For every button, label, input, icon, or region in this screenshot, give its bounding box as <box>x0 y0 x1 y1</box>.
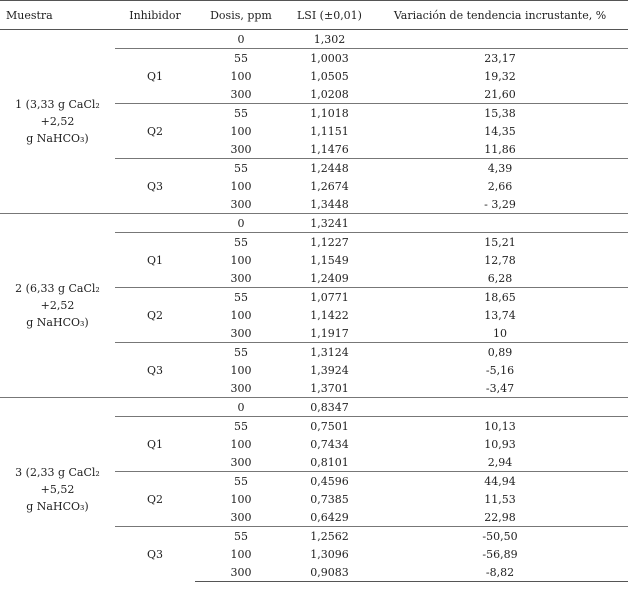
lsi-cell: 0,7385 <box>310 492 349 506</box>
dose-cell: 300 <box>230 381 252 395</box>
variation-cell: - 3,29 <box>484 197 516 211</box>
lsi-cell: 1,2562 <box>287 527 372 546</box>
variation-cell: -50,50 <box>372 527 628 546</box>
sample-label-line2: g NaHCO₃) <box>26 132 89 145</box>
lsi-cell: 1,2674 <box>310 179 349 193</box>
lsi-cell: 1,1917 <box>310 326 349 340</box>
variation-cell: -56,89 <box>482 547 518 561</box>
dose-cell: 55 <box>195 288 287 307</box>
dose-cell: 55 <box>195 472 287 491</box>
variation-cell: -3,47 <box>485 381 515 395</box>
sample-label <box>0 30 115 214</box>
variation-cell: 12,78 <box>484 253 516 267</box>
lsi-cell: 1,3096 <box>310 547 349 561</box>
lsi-cell: 1,1151 <box>310 124 349 138</box>
inhibitor-cell: Q2 <box>115 472 195 527</box>
inhibitor-cell-empty <box>115 214 195 233</box>
inhibitor-cell: Q2 <box>115 104 195 159</box>
dose-cell: 55 <box>195 343 287 362</box>
inhibitor-cell: Q1 <box>115 417 195 472</box>
lsi-cell: 1,1476 <box>310 142 349 156</box>
variation-cell: -5,16 <box>485 363 515 377</box>
table-row <box>0 214 628 233</box>
sample-label-line2: g NaHCO₃) <box>26 500 89 514</box>
variation-cell: 14,35 <box>484 124 516 138</box>
variation-cell: 10,13 <box>372 417 628 436</box>
dose-cell: 55 <box>195 49 287 68</box>
variation-cell <box>372 214 628 233</box>
dose-cell: 300 <box>230 326 252 340</box>
dose-cell: 55 <box>195 159 287 178</box>
dose-cell: 300 <box>230 87 252 101</box>
table-row <box>0 398 628 417</box>
variation-cell: 10 <box>493 326 507 340</box>
lsi-cell: 1,0505 <box>310 69 349 83</box>
lsi-cell: 1,2409 <box>310 271 349 285</box>
dose-cell: 100 <box>230 124 252 138</box>
lsi-cell: 0,7434 <box>310 437 349 451</box>
lsi-cell: 0,6429 <box>310 510 349 524</box>
inhibitor-cell-empty <box>115 30 195 49</box>
variation-cell: 15,38 <box>372 104 628 123</box>
header-dosis: Dosis, ppm <box>195 1 287 30</box>
lsi-cell: 0,8347 <box>287 398 372 417</box>
variation-cell: 10,93 <box>484 437 516 451</box>
lsi-cell: 1,1018 <box>287 104 372 123</box>
inhibitor-cell: Q1 <box>115 233 195 288</box>
variation-cell <box>372 398 628 417</box>
variation-cell: 21,60 <box>484 87 516 101</box>
sample-label-line1: 3 (2,33 g CaCl₂ +5,52 <box>15 466 100 497</box>
variation-cell: 4,39 <box>372 159 628 178</box>
dose-cell: 300 <box>230 142 252 156</box>
dose-cell: 100 <box>230 492 252 506</box>
sample-label-line1: 2 (6,33 g CaCl₂ +2,52 <box>15 282 100 312</box>
dose-cell: 300 <box>230 271 252 285</box>
lsi-cell: 1,1549 <box>310 253 349 267</box>
lsi-cell: 0,9083 <box>287 563 372 582</box>
lsi-cell: 1,2448 <box>287 159 372 178</box>
lsi-cell: 1,3924 <box>310 363 349 377</box>
dose-cell: 100 <box>230 363 252 377</box>
variation-cell: 44,94 <box>372 472 628 491</box>
lsi-cell: 1,1227 <box>287 233 372 252</box>
dose-cell: 300 <box>230 455 252 469</box>
table-body <box>0 30 628 582</box>
variation-cell: 2,66 <box>487 179 513 193</box>
inhibitor-cell: Q3 <box>115 343 195 398</box>
dose-cell: 300 <box>230 510 252 524</box>
lsi-cell: 1,3701 <box>310 381 349 395</box>
lsi-cell: 1,0003 <box>287 49 372 68</box>
variation-cell: 13,74 <box>484 308 516 322</box>
dose-cell: 55 <box>195 233 287 252</box>
lsi-cell: 1,0208 <box>310 87 349 101</box>
lsi-cell: 1,3448 <box>310 197 349 211</box>
lsi-cell: 1,1422 <box>310 308 349 322</box>
variation-cell: 6,28 <box>487 271 513 285</box>
table-row <box>0 30 628 49</box>
dose-cell: 300 <box>195 563 287 582</box>
header-variacion: Variación de tendencia incrustante, % <box>372 1 628 30</box>
lsi-cell: 0,4596 <box>287 472 372 491</box>
inhibitor-cell: Q3 <box>115 527 195 582</box>
variation-cell: 11,86 <box>484 142 516 156</box>
lsi-cell: 1,3124 <box>287 343 372 362</box>
header-lsi: LSI (±0,01) <box>287 1 372 30</box>
dose-cell: 55 <box>195 417 287 436</box>
dose-cell: 0 <box>195 398 287 417</box>
dose-cell: 0 <box>195 30 287 49</box>
inhibitor-cell-empty <box>115 398 195 417</box>
dose-cell: 55 <box>195 104 287 123</box>
header-row <box>0 1 628 30</box>
inhibitor-cell: Q3 <box>115 159 195 214</box>
inhibitor-cell: Q1 <box>115 49 195 104</box>
lsi-cell: 0,7501 <box>287 417 372 436</box>
header-muestra: Muestra <box>0 1 115 30</box>
variation-cell: 2,94 <box>487 455 513 469</box>
header-inhibidor: Inhibidor <box>115 1 195 30</box>
variation-cell: 22,98 <box>484 510 516 524</box>
lsi-cell: 1,3241 <box>287 214 372 233</box>
dose-cell: 100 <box>230 308 252 322</box>
table-header <box>0 1 628 30</box>
dose-cell: 0 <box>195 214 287 233</box>
dose-cell: 100 <box>230 69 252 83</box>
variation-cell: 18,65 <box>372 288 628 307</box>
dose-cell: 300 <box>230 197 252 211</box>
dose-cell: 55 <box>195 527 287 546</box>
dose-cell: 100 <box>230 547 252 561</box>
inhibitor-cell: Q2 <box>115 288 195 343</box>
sample-label <box>0 214 115 398</box>
variation-cell: 15,21 <box>372 233 628 252</box>
dose-cell: 100 <box>230 437 252 451</box>
lsi-cell: 0,8101 <box>310 455 349 469</box>
sample-label <box>0 398 115 582</box>
sample-label-line2: g NaHCO₃) <box>26 316 89 329</box>
variation-cell: 0,89 <box>372 343 628 362</box>
dose-cell: 100 <box>230 253 252 267</box>
sample-label-line1: 1 (3,33 g CaCl₂ +2,52 <box>15 98 100 128</box>
variation-cell: 19,32 <box>484 69 516 83</box>
variation-cell <box>372 30 628 49</box>
variation-cell: -8,82 <box>372 563 628 582</box>
variation-cell: 23,17 <box>372 49 628 68</box>
variation-cell: 11,53 <box>484 492 516 506</box>
lsi-cell: 1,302 <box>287 30 372 49</box>
lsi-cell: 1,0771 <box>287 288 372 307</box>
dose-cell: 100 <box>230 179 252 193</box>
